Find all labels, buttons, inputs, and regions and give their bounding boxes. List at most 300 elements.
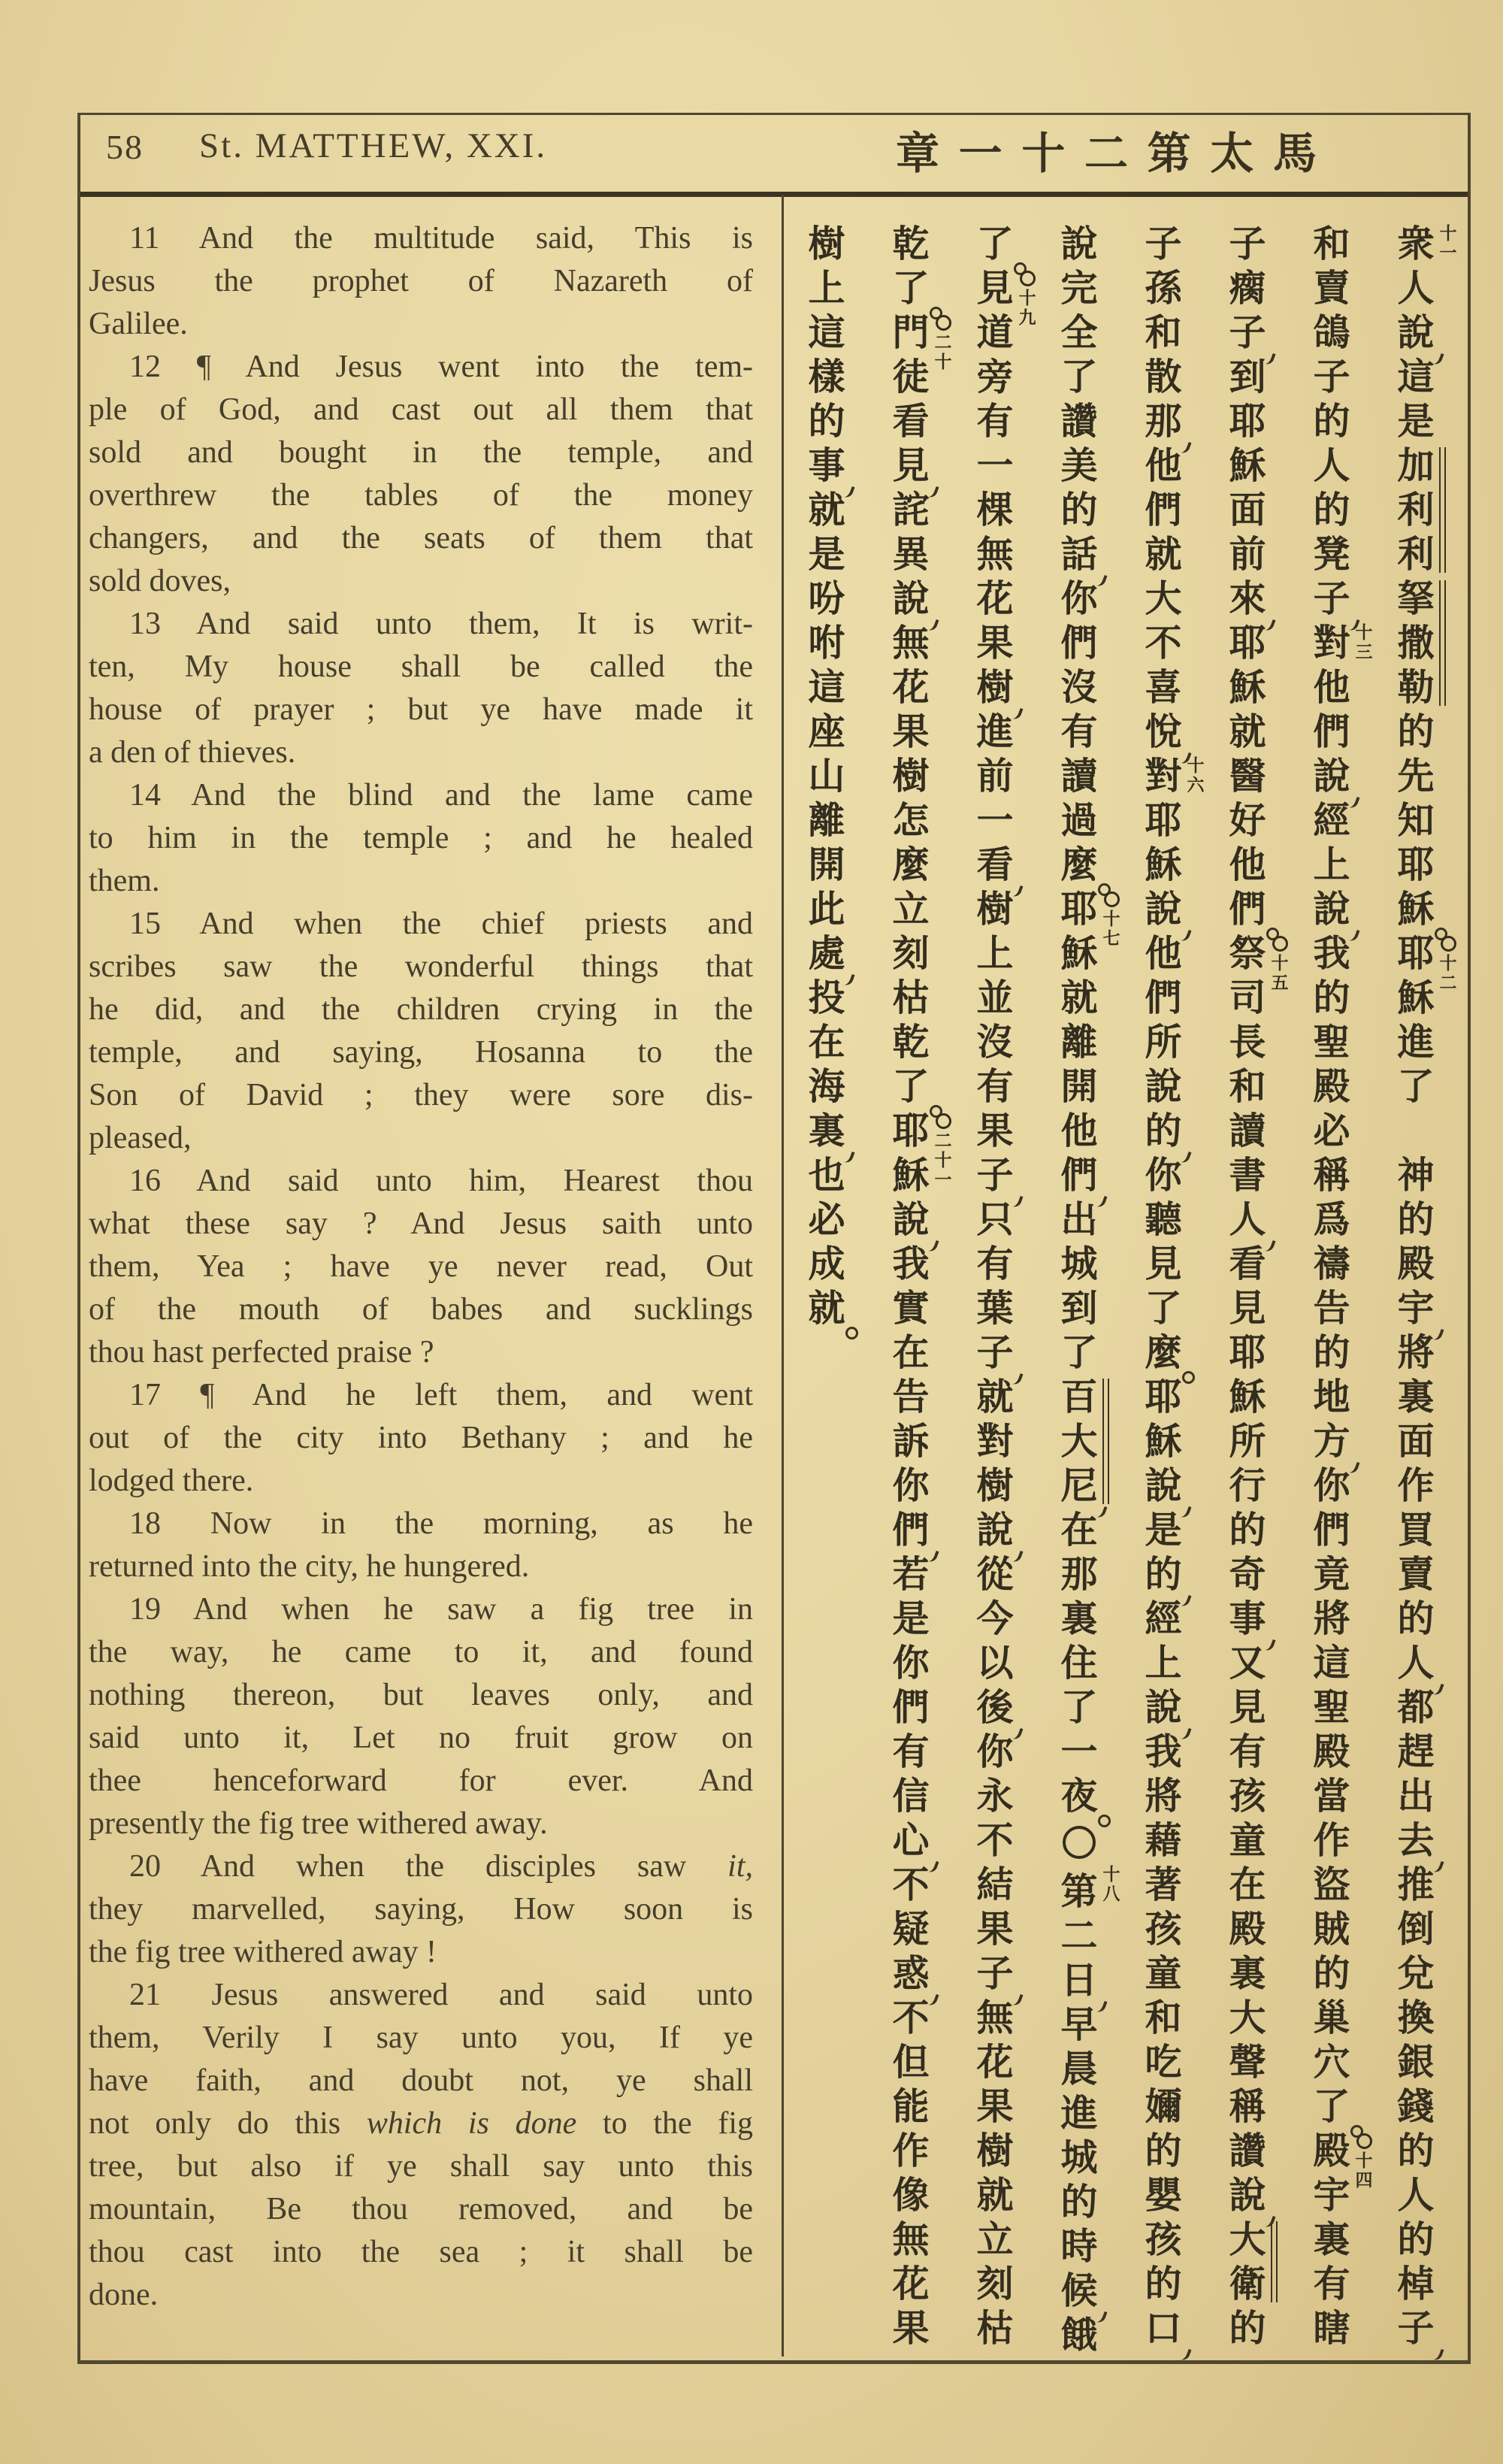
chinese-character: 他: [1229, 844, 1266, 885]
chinese-character: 和: [1145, 1997, 1182, 2039]
chinese-char-cell: [805, 533, 848, 577]
chinese-char-cell: [1310, 888, 1353, 932]
chinese-character: 行: [1229, 1465, 1266, 1506]
chinese-character: 說: [1313, 755, 1350, 797]
chinese-char-cell: [1310, 356, 1353, 400]
chinese-character: 實: [892, 1288, 930, 1329]
chinese-char-cell: [1394, 710, 1438, 755]
chinese-character: 嬭: [1145, 2086, 1182, 2127]
verse-line: changers, and the seats of them that: [89, 521, 753, 555]
verse-number-char: 二: [934, 1131, 952, 1150]
chinese-character: 的: [1229, 1509, 1266, 1551]
chinese-char-cell: [1142, 400, 1185, 444]
chinese-char-cell: [889, 888, 933, 932]
chinese-character: 沒: [976, 1022, 1014, 1063]
chinese-character: 經: [1145, 1598, 1182, 1639]
chinese-character: 巢: [1313, 1997, 1350, 2039]
honorific-space-cell: [1394, 1109, 1438, 1154]
chinese-char-cell: [1142, 2041, 1185, 2085]
chinese-character: 司: [1229, 977, 1266, 1019]
chinese-character: 加: [1397, 445, 1435, 486]
chinese-char-cell: [1394, 1021, 1438, 1065]
chinese-char-cell: [1142, 1464, 1185, 1509]
running-title-char: 二: [1084, 129, 1128, 178]
chinese-char-cell: [889, 976, 933, 1021]
chinese-character: 開: [1060, 1066, 1098, 1107]
verse-line: Jesus the prophet of Nazareth of: [89, 264, 753, 298]
chinese-character: 這: [1313, 1642, 1350, 1684]
chinese-char-cell: [1057, 1915, 1101, 1959]
running-title-char: 十: [1021, 129, 1066, 178]
chinese-char-cell: [1142, 2218, 1185, 2263]
chinese-char-cell: [889, 2263, 933, 2307]
chinese-char-cell: [1310, 1021, 1353, 1065]
chinese-character: 錢: [1397, 2086, 1435, 2127]
chinese-char-cell: [973, 2130, 1017, 2174]
chinese-character: 無: [892, 622, 930, 664]
chinese-char-cell: [1226, 1553, 1269, 1597]
chinese-character: 讀: [1060, 755, 1098, 797]
chinese-character: 樹: [808, 223, 845, 265]
chinese-character: 了: [1060, 356, 1098, 398]
verse-line: them, Verily I say unto you, If ye: [89, 2021, 753, 2055]
verse-number-char: 九: [1018, 308, 1036, 327]
chinese-char-cell: [1310, 666, 1353, 710]
verse-line: the fig tree withered away !: [89, 1935, 437, 1969]
chinese-running-title: [896, 118, 1317, 181]
chinese-char-cell: [973, 2263, 1017, 2307]
chinese-character: 麼: [892, 844, 930, 885]
chinese-character: 的: [1060, 489, 1098, 531]
chinese-char-cell: [1057, 1509, 1101, 1553]
chinese-character: 前: [976, 755, 1014, 797]
chinese-character: 有: [976, 401, 1014, 442]
chinese-character: 看: [976, 844, 1014, 885]
chinese-character: 他: [1145, 933, 1182, 974]
chinese-char-cell: [1142, 1109, 1185, 1154]
verse-paragraph: [89, 903, 753, 1160]
chinese-character: 說: [892, 578, 930, 619]
verse-number-char: 二: [1439, 973, 1457, 992]
chinese-character: 竟: [1313, 1554, 1350, 1595]
chinese-char-cell: [1057, 1420, 1101, 1464]
chinese-char-cell: [1057, 1775, 1101, 1819]
verse-number-char: 二: [934, 333, 952, 352]
chinese-character: 的: [1397, 1199, 1435, 1240]
chinese-char-cell: [1310, 1287, 1353, 1331]
chinese-char-cell: [1226, 489, 1269, 533]
chinese-char-cell: [1142, 2085, 1185, 2130]
chinese-character: 好: [1229, 800, 1266, 841]
verse-line: 12 ¶ And Jesus went into the tem-: [129, 350, 753, 384]
chinese-char-cell: [1310, 932, 1353, 976]
chinese-char-cell: [973, 489, 1017, 533]
chinese-char-cell: [1226, 1597, 1269, 1642]
chinese-character: 今: [976, 1598, 1014, 1639]
chinese-character: 在: [1229, 1864, 1266, 1906]
verse-number-marker: [1101, 889, 1122, 949]
chinese-char-cell: [889, 1686, 933, 1730]
verse-number-marker: [933, 1111, 954, 1190]
chinese-character: 和: [1145, 312, 1182, 353]
chinese-char-cell: [1057, 356, 1101, 400]
verse-number-marker: [1269, 934, 1290, 993]
chinese-character: 宇: [1313, 2175, 1350, 2216]
chinese-character: 乾: [892, 223, 930, 265]
chinese-character: 奇: [1229, 1554, 1266, 1595]
chinese-char-cell: [1394, 1243, 1438, 1287]
chinese-char-cell: [1057, 1959, 1101, 2003]
chinese-char-cell: [1057, 267, 1101, 311]
chinese-character: 完: [1060, 268, 1098, 309]
chinese-char-cell: [889, 222, 933, 267]
chinese-character: 在: [1060, 1509, 1098, 1551]
chinese-character: 果: [976, 2086, 1014, 2127]
chinese-char-cell: [1142, 843, 1185, 888]
chinese-char-cell: [889, 577, 933, 622]
chinese-character: 全: [1060, 312, 1098, 353]
verse-break-circle-icon: [1020, 271, 1036, 286]
chinese-character: 讚: [1229, 2130, 1266, 2172]
verse-line: tree, but also if ye shall say unto this: [89, 2149, 753, 2184]
chinese-character: 藉: [1145, 1820, 1182, 1861]
chinese-character: 過: [1060, 800, 1098, 841]
chinese-char-cell: [1226, 710, 1269, 755]
chinese-character: 徒: [892, 356, 930, 398]
chinese-char-cell: [1310, 1952, 1353, 1996]
chinese-character: 撒: [1397, 622, 1435, 664]
verse-line: out of the city into Bethany ; and he: [89, 1421, 753, 1455]
chinese-char-cell: [973, 267, 1017, 311]
chinese-character: 的: [1145, 1554, 1182, 1595]
chinese-character: 殿: [1313, 1066, 1350, 1107]
verse-line: not only do this which is done to the fig: [89, 2106, 753, 2141]
chinese-character: 趕: [1397, 1731, 1435, 1772]
chinese-character: 將: [1145, 1775, 1182, 1817]
chinese-character: 果: [892, 2308, 930, 2349]
chinese-char-cell: [1394, 1908, 1438, 1952]
chinese-char-cell: [889, 1952, 933, 1996]
chinese-char-cell: [973, 932, 1017, 976]
chinese-char-cell: [1057, 622, 1101, 666]
verse-line: 13 And said unto them, It is writ-: [129, 607, 753, 641]
chinese-char-cell: [973, 888, 1017, 932]
verse-break-circle-icon: [1356, 2133, 1372, 2149]
chinese-character: 無: [976, 534, 1014, 575]
chinese-char-cell: [973, 400, 1017, 444]
chinese-char-cell: [1310, 2307, 1353, 2351]
chinese-character: 的: [1313, 489, 1350, 531]
chinese-char-cell: [889, 444, 933, 489]
chinese-char-cell: [1057, 843, 1101, 888]
chinese-character: 吃: [1145, 2042, 1182, 2083]
chinese-char-cell: [1226, 356, 1269, 400]
proper-noun-mark: [1439, 580, 1446, 706]
verse-line: they marvelled, saying, How soon is: [89, 1892, 753, 1927]
chinese-character: 耶: [1145, 1376, 1182, 1418]
chinese-char-cell: [973, 799, 1017, 843]
english-text-column: [89, 217, 753, 2317]
chinese-char-cell: [889, 622, 933, 666]
book-title: St. MATTHEW, XXI.: [199, 126, 548, 165]
chinese-character: 咐: [808, 622, 845, 664]
chinese-character: 這: [1397, 356, 1435, 398]
chinese-character: 們: [1313, 1509, 1350, 1551]
chinese-char-cell: [1057, 1597, 1101, 1642]
chinese-char-cell: [889, 755, 933, 799]
chinese-character: 推: [1397, 1864, 1435, 1906]
chinese-character: 作: [1313, 1820, 1350, 1861]
chinese-char-cell: [1142, 1287, 1185, 1331]
chinese-character: 們: [1060, 1155, 1098, 1196]
chinese-char-cell: [1057, 2269, 1101, 2314]
chinese-char-cell: [1142, 1331, 1185, 1376]
chinese-character: 兌: [1397, 1953, 1435, 1994]
verse-line: 16 And said unto him, Hearest thou: [129, 1164, 753, 1198]
chinese-character: 在: [808, 1022, 845, 1063]
chinese-character: 離: [1060, 1022, 1098, 1063]
chinese-column: [1226, 222, 1289, 2351]
chinese-char-cell: [1310, 489, 1353, 533]
chinese-column: [1310, 222, 1373, 2351]
chinese-char-cell: [889, 1376, 933, 1420]
verse-number-marker: [1353, 2131, 1374, 2190]
chinese-character: 樣: [808, 356, 845, 398]
chinese-character: 的: [1313, 1332, 1350, 1373]
chinese-char-cell: [1310, 1154, 1353, 1198]
verse-line: 20 And when the disciples saw it,: [129, 1849, 753, 1884]
chinese-character: 樹: [976, 667, 1014, 708]
chinese-character: 衛: [1229, 2263, 1266, 2305]
chinese-char-cell: [1394, 1996, 1438, 2041]
chinese-character: 一: [976, 445, 1014, 486]
chinese-column: [889, 222, 952, 2351]
chinese-character: 進: [1397, 1022, 1435, 1063]
chinese-char-cell: [1226, 222, 1269, 267]
chinese-character: 們: [1145, 977, 1182, 1019]
chinese-character: 地: [1313, 1376, 1350, 1418]
chinese-character: 說: [1145, 1066, 1182, 1107]
chinese-character: 爲: [1313, 1199, 1350, 1240]
chinese-character: 耶: [892, 1110, 930, 1152]
chinese-character: 去: [1397, 1820, 1435, 1861]
chinese-char-cell: [889, 2085, 933, 2130]
chinese-char-cell: [1394, 1464, 1438, 1509]
chinese-char-cell: [973, 1686, 1017, 1730]
chinese-char-cell: [973, 710, 1017, 755]
chinese-char-cell: [1057, 1331, 1101, 1376]
chinese-character: 子: [1397, 2308, 1435, 2349]
chinese-character: 聲: [1229, 2042, 1266, 2083]
chinese-character: 就: [976, 2175, 1014, 2216]
chinese-char-cell: [889, 1021, 933, 1065]
running-title-char: 馬: [1272, 129, 1317, 178]
chinese-char-cell: [1226, 1908, 1269, 1952]
chinese-character: 殿: [1397, 1243, 1435, 1285]
chinese-char-cell: [1226, 311, 1269, 356]
chinese-character: 疑: [892, 1909, 930, 1950]
page-header: [80, 115, 1468, 197]
chinese-character: 說: [1145, 888, 1182, 930]
chinese-char-cell: [973, 356, 1017, 400]
chinese-character: 利: [1397, 489, 1435, 531]
chinese-character: 宇: [1397, 1288, 1435, 1329]
verse-paragraph: [89, 1588, 753, 1845]
verse-line: thou hast perfected praise ?: [89, 1335, 434, 1370]
chinese-char-cell: [973, 1597, 1017, 1642]
chinese-character: 稱: [1313, 1155, 1350, 1196]
chinese-character: 他: [1313, 667, 1350, 708]
chinese-char-cell: [1057, 1870, 1101, 1915]
chinese-char-cell: [805, 1198, 848, 1243]
chinese-character: 事: [808, 445, 845, 486]
chinese-char-cell: [1310, 2263, 1353, 2307]
chinese-character: 人: [1313, 445, 1350, 486]
chinese-char-cell: [1310, 1509, 1353, 1553]
chinese-character: 樹: [976, 888, 1014, 930]
chinese-char-cell: [1057, 1109, 1101, 1154]
chinese-char-cell: [1226, 1819, 1269, 1863]
verse-line: them.: [89, 864, 160, 898]
chinese-character: 大: [1229, 2219, 1266, 2260]
chinese-char-cell: [1310, 1109, 1353, 1154]
chinese-char-cell: [1310, 1376, 1353, 1420]
chinese-character: 著: [1145, 1864, 1182, 1906]
verse-line: 21 Jesus answered and said unto: [129, 1978, 753, 2012]
verse-number-marker: [1438, 224, 1459, 263]
chinese-character: 瘸: [1229, 268, 1266, 309]
section-circle-cell: [1057, 1826, 1101, 1870]
chinese-char-cell: [889, 1065, 933, 1109]
chinese-char-cell: [973, 1819, 1017, 1863]
chinese-character: 見: [1145, 1243, 1182, 1285]
chinese-character: 拏: [1397, 578, 1435, 619]
chinese-character: 人: [1229, 1199, 1266, 1240]
chinese-char-cell: [1394, 1420, 1438, 1464]
chinese-character: 離: [808, 800, 845, 841]
chinese-character: 異: [892, 534, 930, 575]
chinese-char-cell: [1310, 843, 1353, 888]
verse-number-char: 十: [1355, 2151, 1373, 2170]
chinese-char-cell: [1057, 311, 1101, 356]
chinese-char-cell: [889, 2130, 933, 2174]
chinese-character: 無: [892, 2219, 930, 2260]
chinese-char-cell: [1057, 1553, 1101, 1597]
chinese-character: 不: [892, 1997, 930, 2039]
chinese-character: 有: [892, 1731, 930, 1772]
chinese-char-cell: [1057, 710, 1101, 755]
chinese-char-cell: [889, 1730, 933, 1775]
chinese-character: 葉: [976, 1288, 1014, 1329]
chinese-character: 夜: [1060, 1775, 1098, 1817]
chinese-char-cell: [1394, 311, 1438, 356]
chinese-char-cell: [1142, 976, 1185, 1021]
chinese-char-cell: [973, 1287, 1017, 1331]
chinese-char-cell: [1142, 533, 1185, 577]
chinese-character: 信: [892, 1775, 930, 1817]
chinese-char-cell: [1142, 622, 1185, 666]
chinese-column: [1142, 222, 1205, 2351]
chinese-character: 城: [1060, 2137, 1098, 2178]
verse-paragraph: [89, 774, 753, 903]
chinese-char-cell: [1394, 356, 1438, 400]
chinese-char-cell: [1226, 1021, 1269, 1065]
chinese-character: 我: [1313, 933, 1350, 974]
chinese-char-cell: [805, 489, 848, 533]
chinese-char-cell: [1226, 1464, 1269, 1509]
chinese-character: 城: [1060, 1243, 1098, 1285]
chinese-char-cell: [1310, 2041, 1353, 2085]
chinese-char-cell: [1394, 1376, 1438, 1420]
chinese-char-cell: [1142, 666, 1185, 710]
chinese-char-cell: [889, 1464, 933, 1509]
chinese-char-cell: [1226, 1065, 1269, 1109]
chinese-char-cell: [1142, 2263, 1185, 2307]
chinese-char-cell: [1142, 1952, 1185, 1996]
chinese-char-cell: [1394, 1819, 1438, 1863]
chinese-character: 了: [892, 1066, 930, 1107]
chinese-char-cell: [1142, 356, 1185, 400]
chinese-character: 就: [808, 1288, 845, 1329]
chinese-character: 不: [976, 1820, 1014, 1861]
chinese-character: 有: [1229, 1731, 1266, 1772]
chinese-character: 賣: [1313, 268, 1350, 309]
chinese-character: 果: [892, 711, 930, 752]
chinese-char-cell: [805, 888, 848, 932]
chinese-char-cell: [1142, 1420, 1185, 1464]
chinese-character: 殿: [1313, 1731, 1350, 1772]
chinese-char-cell: [1226, 267, 1269, 311]
chinese-character: 在: [892, 1332, 930, 1373]
chinese-char-cell: [1310, 1553, 1353, 1597]
chinese-character: 你: [1313, 1465, 1350, 1506]
verse-number-char: 十: [1439, 224, 1457, 243]
verse-line: them, Yea ; have ye never read, Out: [89, 1249, 753, 1284]
chinese-char-cell: [1394, 1863, 1438, 1908]
chinese-character: 的: [1313, 977, 1350, 1019]
chinese-character: 稱: [1229, 2086, 1266, 2127]
chinese-char-cell: [1142, 1509, 1185, 1553]
chinese-char-cell: [1226, 2130, 1269, 2174]
verse-line: done.: [89, 2278, 159, 2312]
verse-number-marker: [1438, 934, 1459, 993]
chinese-character: 來: [1229, 578, 1266, 619]
chinese-char-cell: [1142, 1996, 1185, 2041]
chinese-char-cell: [1310, 1686, 1353, 1730]
chinese-char-cell: [1142, 267, 1185, 311]
chinese-char-cell: [1226, 1376, 1269, 1420]
chinese-char-cell: [973, 622, 1017, 666]
chinese-character: 麼: [1145, 1332, 1182, 1373]
chinese-character: 穌: [1229, 1376, 1266, 1418]
proper-noun-mark: [1271, 2221, 1278, 2302]
chinese-character: 告: [1313, 1288, 1350, 1329]
chinese-character: 子: [1313, 356, 1350, 398]
chinese-char-cell: [889, 2041, 933, 2085]
chinese-char-cell: [1226, 843, 1269, 888]
chinese-character: 結: [976, 1864, 1014, 1906]
chinese-char-cell: [1394, 888, 1438, 932]
chinese-character: 人: [1397, 2175, 1435, 2216]
chinese-char-cell: [1226, 1509, 1269, 1553]
chinese-character: 方: [1313, 1421, 1350, 1462]
chinese-char-cell: [1310, 222, 1353, 267]
chinese-character: 悅: [1145, 711, 1182, 752]
chinese-char-cell: [1226, 1863, 1269, 1908]
chinese-character: 長: [1229, 1022, 1266, 1063]
chinese-char-cell: [889, 267, 933, 311]
chinese-character: 這: [808, 312, 845, 353]
